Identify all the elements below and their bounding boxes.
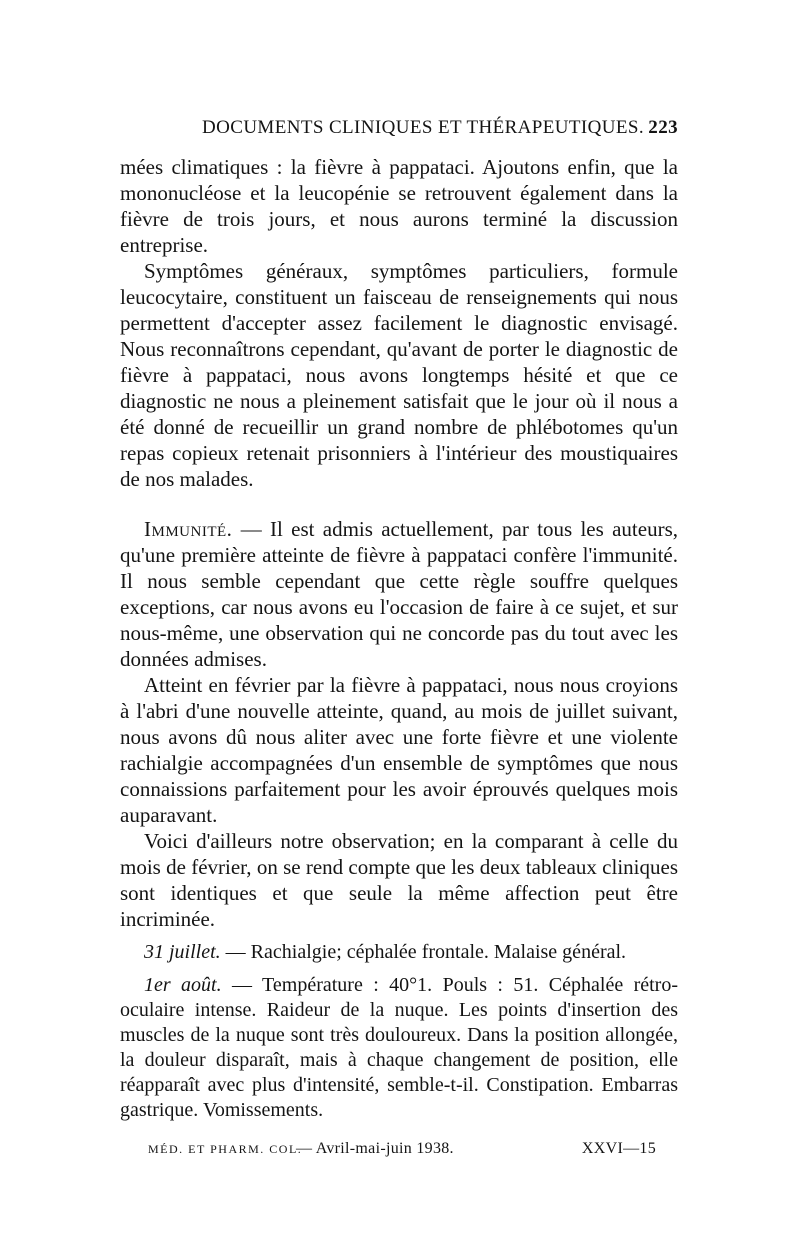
footer-signature: XXVI—15 bbox=[581, 1140, 656, 1157]
entry-date: 31 juillet. bbox=[144, 941, 221, 963]
page-number: 223 bbox=[648, 117, 678, 138]
page-footer bbox=[148, 1140, 678, 1164]
paragraph-continued: mées climatiques : la fièvre à pappataci. Ajoutons enfin, que la mononucléose et la leucopénie se retrouvent également dans la fièvre de trois jours, et nous aurons terminé la discussion entreprise. bbox=[120, 155, 678, 257]
footer-journal: MÉD. ET PHARM. COL. bbox=[148, 1142, 303, 1156]
paragraph-atteint: Atteint en février par la fièvre à pappataci, nous nous croyions à l'abri d'une nouvelle atteinte, quand, au mois de juillet suivant, nous avons dû nous aliter avec une forte fièvre et une violente rachialgie accompagnées d'un ensemble de symptômes que nous connaissions parfaitement pour les avoir éprouvés quelques mois auparavant. bbox=[120, 673, 678, 827]
entry-text: — Rachialgie; céphalée frontale. Malaise général. bbox=[220, 941, 627, 963]
running-header bbox=[120, 117, 678, 143]
section-heading-immunite: Immunité. bbox=[144, 517, 233, 541]
header-title: DOCUMENTS CLINIQUES ET THÉRAPEUTIQUES. bbox=[202, 117, 644, 138]
immunite-text: — Il est admis actuellement, par tous les auteurs, qu'une première atteinte de fièvre à pappataci confère l'immunité. Il nous semble cependant que cette règle souffre quelques exceptions, car nous avons eu l'occasion de faire à ce sujet, et sur nous-même, une observation qui ne concorde pas du tout avec les données admises. bbox=[120, 517, 678, 671]
entry-date: 1er août. bbox=[144, 974, 222, 996]
entry-text: — Température : 40°1. Pouls : 51. Céphalée rétro-oculaire intense. Raideur de la nuque. Les points d'insertion des muscles de la nuque sont très douloureux. Dans la position allongée, la douleur disparaît, mais à chaque changement de position, elle réapparaît avec plus d'intensité, semble-t-il. Constipation. Embarras gastrique. Vomissements. bbox=[120, 974, 679, 1121]
paragraph-observation: Voici d'ailleurs notre observation; en la comparant à celle du mois de février, on se rend compte que les deux tableaux cliniques sont identiques et que seule la même affection peut être incriminée. bbox=[120, 829, 678, 931]
entry-31-juillet bbox=[120, 940, 678, 965]
paragraph-symptoms: Symptômes généraux, symptômes particuliers, formule leucocytaire, constituent un faisceau de renseignements qui nous permettent d'accepter assez facilement le diagnostic envisagé. Nous reconnaîtrons cependant, qu'avant de porter le diagnostic de fièvre à pappataci, nous avons longtemps hésité et que ce diagnostic ne nous a pleinement satisfait que le jour où il nous a été donné de recueillir un grand nombre de phlébotomes qu'un repas copieux retenait prisonniers à l'intérieur des moustiquaires de nos malades. bbox=[120, 259, 678, 491]
entry-1er-aout bbox=[120, 973, 678, 1123]
footer-date: — Avril-mai-juin 1938. bbox=[296, 1140, 454, 1157]
body-text bbox=[120, 154, 678, 1123]
paragraph-immunite bbox=[120, 516, 678, 672]
